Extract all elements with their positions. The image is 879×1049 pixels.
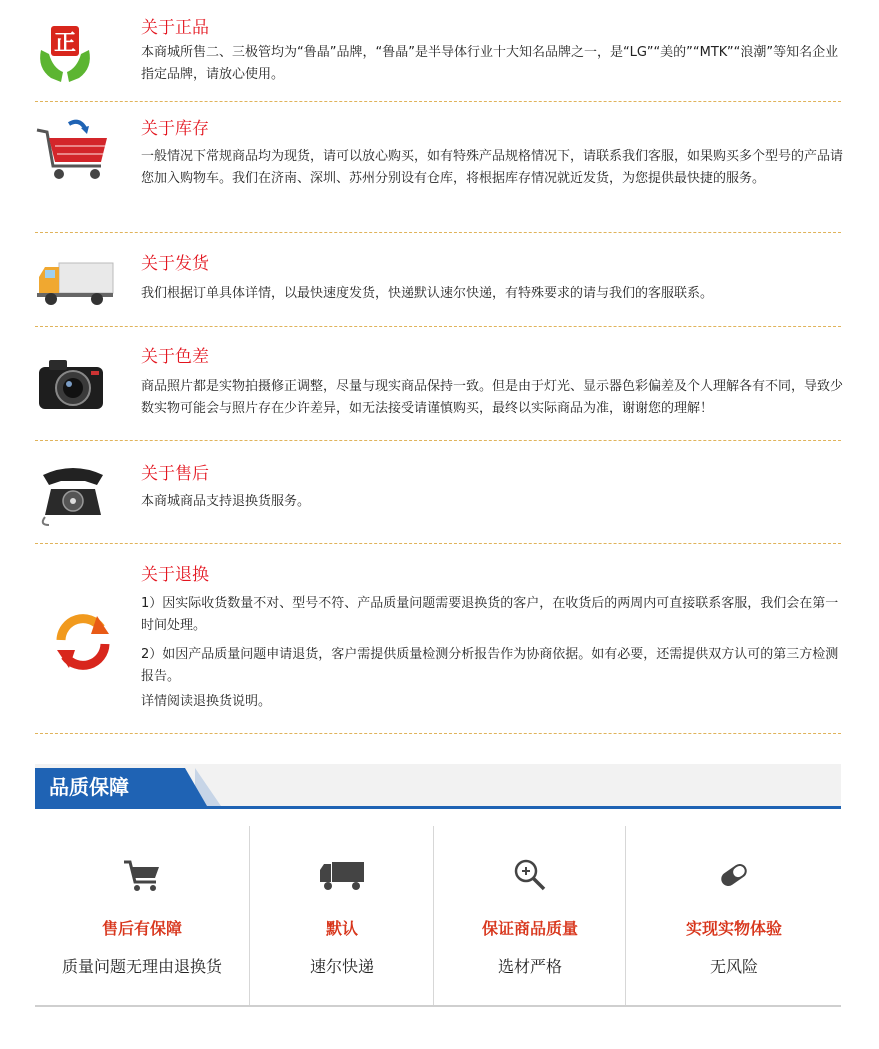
section-paragraph: 1）因实际收货数量不对、型号不符、产品质量问题需要退换货的客户，在收货后的两周内可直接联系客服，我们会在第一时间处理。 [141, 596, 839, 633]
section-stock [35, 102, 844, 233]
section-shipping [35, 233, 841, 327]
section-title: 关于退换 [141, 565, 209, 585]
quality-item [249, 826, 434, 1005]
quality-item-sub: 无风险 [709, 957, 758, 976]
quality-item [625, 826, 842, 1005]
section-text [141, 491, 843, 513]
section-title: 关于库存 [141, 119, 209, 139]
section-text [141, 593, 843, 713]
section-text [141, 376, 843, 420]
shopping-cart-icon [35, 118, 115, 192]
section-title: 关于色差 [141, 347, 209, 367]
section-authentic [35, 0, 841, 102]
quality-item-title: 实现实物体验 [685, 919, 782, 938]
quality-item-title: 保证商品质量 [481, 919, 578, 938]
camera-icon [35, 355, 107, 419]
section-title: 关于售后 [141, 464, 209, 484]
cart-icon [122, 858, 162, 896]
section-paragraph: 本商城商品支持退换货服务。 [141, 494, 311, 509]
section-text [141, 42, 843, 86]
authentic-hands-icon [35, 20, 95, 90]
quality-grid [35, 826, 841, 1007]
section-paragraph: 2）如因产品质量问题申请退货，客户需提供质量检测分析报告作为协商依据。如有必要，还需提供双方认可的第三方检测报告。 [141, 647, 839, 684]
returns-detail-link[interactable]: 详情阅读退换货说明。 [141, 694, 272, 709]
quality-item-sub: 质量问题无理由退换货 [61, 957, 222, 976]
header-tab-slant [185, 768, 207, 806]
section-text [141, 146, 843, 190]
quality-item-title: 默认 [325, 919, 358, 938]
quality-item [433, 826, 626, 1005]
quality-item-title: 售后有保障 [101, 919, 182, 938]
section-title: 关于正品 [141, 18, 209, 38]
section-title: 关于发货 [141, 254, 209, 274]
section-paragraph: 我们根据订单具体详情，以最快速度发货，快递默认速尔快递，有特殊要求的请与我们的客服联系。 [141, 286, 714, 301]
quality-item-sub: 选材严格 [497, 957, 562, 976]
quality-item-sub: 速尔快递 [309, 957, 374, 976]
truck-icon [318, 858, 366, 896]
section-text [141, 283, 843, 305]
section-paragraph: 本商城所售二、三极管均为“鲁晶”品牌，“鲁晶”是半导体行业十大知名品牌之一，是“LG”“美的”“MTK”“浪潮”等知名企业指定品牌，请放心使用。 [141, 45, 839, 82]
quality-item [35, 826, 249, 1005]
svg-text:正: 正 [53, 31, 77, 56]
magnifier-icon [513, 858, 547, 896]
telephone-icon [35, 459, 111, 533]
section-after-sales [35, 441, 841, 544]
quality-title: 品质保障 [35, 768, 185, 806]
section-color-difference [35, 327, 844, 441]
section-paragraph: 一般情况下常规商品均为现货，请可以放心购买，如有特殊产品规格情况下，请联系我们客服，如果购买多个型号的产品请您加入购物车。我们在济南、深圳、苏州分别设有仓库，将根据库存情况就近发货，为您提供最快捷的服务。 [141, 149, 844, 186]
refresh-arrows-icon [51, 610, 115, 678]
section-returns [35, 544, 841, 734]
delivery-truck-icon [35, 259, 115, 311]
pill-icon [716, 858, 752, 896]
section-paragraph: 商品照片都是实物拍摄修正调整，尽量与现实商品保持一致。但是由于灯光、显示器色彩偏差及个人理解各有不同，导致少数实物可能会与照片存在少许差异，如无法接受请谨慎购买，最终以实际商品为准，谢谢您的理解！ [141, 379, 844, 416]
quality-header-bar [35, 764, 841, 809]
